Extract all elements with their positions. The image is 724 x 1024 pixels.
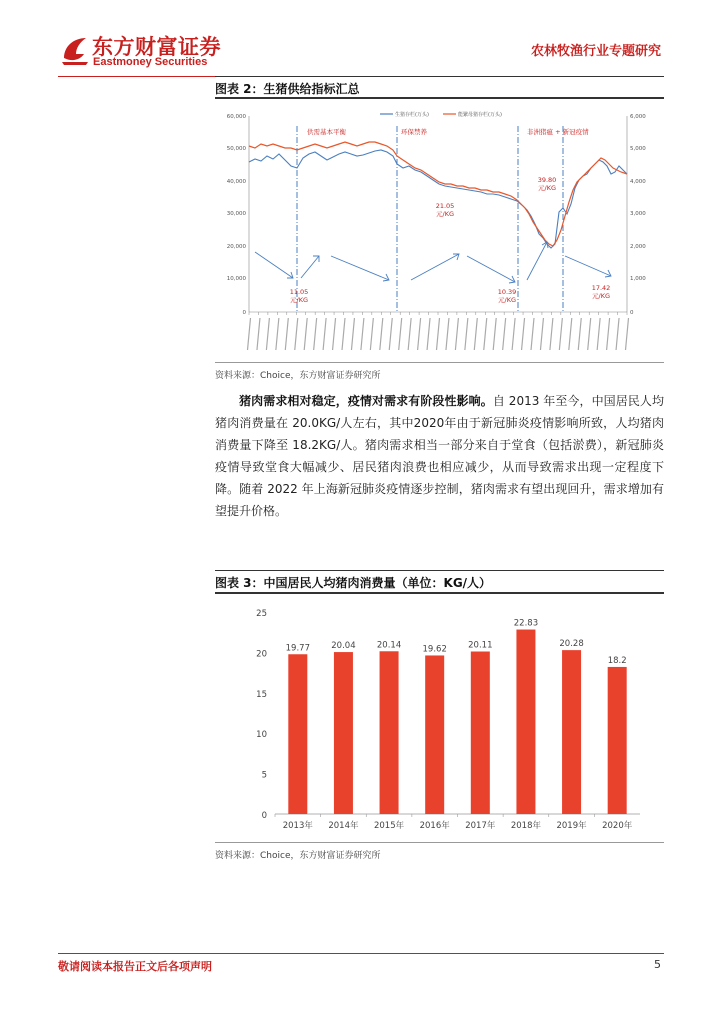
figure3-bottom-rule: [215, 842, 664, 843]
figure2-top-rule: [215, 76, 664, 77]
x-tick-label-mark: [446, 318, 449, 350]
x-tick-label-mark: [484, 318, 487, 350]
report-type: 农林牧渔行业专题研究: [530, 44, 661, 59]
x-tick-label-mark: [427, 318, 430, 350]
price-label-value: 11.05: [289, 288, 309, 296]
x-tick-label-mark: [361, 318, 364, 350]
body-paragraph: [215, 390, 664, 522]
x-tick-label-mark: [295, 318, 298, 350]
down-arrow: [565, 256, 611, 276]
price-label-unit: 元/KG: [538, 184, 556, 192]
x-tick-label-mark: [304, 318, 307, 350]
figure2-source: 资料来源：Choice，东方财富证券研究所: [215, 371, 381, 381]
price-label-value: 39.80: [537, 176, 557, 184]
right-tick: 1,000: [630, 276, 646, 282]
x-tick-label-mark: [531, 318, 534, 350]
bar: [562, 650, 581, 814]
x-tick-label-mark: [550, 318, 553, 350]
x-tick-label-mark: [351, 318, 354, 350]
bar: [288, 654, 307, 814]
x-tick-label-mark: [248, 318, 251, 350]
left-tick: 60,000: [226, 114, 246, 120]
x-tick-label-mark: [408, 318, 411, 350]
x-tick-label-mark: [597, 318, 600, 350]
x-tick-label-mark: [285, 318, 288, 350]
category-label: 2014年: [328, 821, 359, 831]
bar: [471, 652, 490, 814]
right-tick: 2,000: [630, 244, 646, 250]
x-tick-label-mark: [399, 318, 402, 350]
y-tick-label: 5: [261, 770, 267, 781]
y-tick-label: 10: [256, 730, 267, 741]
bar: [380, 651, 399, 814]
category-label: 2019年: [556, 821, 587, 831]
figure3-title: 图表 3：中国居民人均猪肉消费量（单位：KG/人）: [215, 576, 492, 590]
logo-cn-text: 东方财富证券: [92, 35, 221, 59]
x-tick-label-mark: [569, 318, 572, 350]
x-tick-label-mark: [493, 318, 496, 350]
up-arrow: [411, 254, 459, 280]
x-tick-label-mark: [389, 318, 392, 350]
left-tick: 30,000: [226, 211, 246, 217]
bar-value-label: 20.11: [468, 640, 493, 651]
x-tick-label-mark: [626, 318, 629, 350]
figure2-title: 图表 2：生猪供给指标汇总: [215, 82, 360, 96]
left-tick: 20,000: [226, 244, 246, 250]
sow-inventory-line: [249, 142, 627, 246]
left-tick: 40,000: [226, 179, 246, 185]
x-tick-label-mark: [276, 318, 279, 350]
left-tick: 50,000: [226, 146, 246, 152]
right-tick: 3,000: [630, 211, 646, 217]
figure3-top-rule: [215, 570, 664, 571]
x-tick-label-mark: [540, 318, 543, 350]
bar: [516, 630, 535, 814]
pork-consumption-chart: [215, 598, 664, 836]
legend-hog: 生猪存栏(万头): [395, 112, 429, 118]
x-tick-label-mark: [559, 318, 562, 350]
paragraph-body: 自 2013 年至今，中国居民人均猪肉消费量在 20.0KG/人左右，其中2020年由于新冠肺炎疫情影响所致，人均猪肉消费量下降至 18.2KG/人。猪肉需求相当一部分来自于堂食（包括淤费），新冠肺炎疫情导致堂食大幅减少、居民猪肉浪费也相应减少，从而导致需求出现一定程度下降。随着 2022 年上海新冠肺炎疫情逐步控制，猪肉需求有望出现回升，需求增加有望提升价格。: [215, 394, 664, 518]
x-tick-label-mark: [257, 318, 260, 350]
figure3-title-rule: [215, 592, 664, 594]
x-tick-label-mark: [323, 318, 326, 350]
x-tick-label-mark: [333, 318, 336, 350]
phase-label: 供需基本平衡: [307, 128, 346, 136]
hog-supply-chart: [215, 104, 664, 360]
legend-sow: 能繁母猪存栏(万头): [458, 112, 502, 118]
bar: [608, 667, 627, 814]
x-tick-label-mark: [522, 318, 525, 350]
right-tick: 5,000: [630, 146, 646, 152]
price-label-unit: 元/KG: [498, 296, 516, 304]
x-tick-label-mark: [588, 318, 591, 350]
up-arrow: [527, 242, 547, 280]
phase-label: 非洲猪瘟 + 新冠疫情: [527, 128, 589, 136]
left-tick: 10,000: [226, 276, 246, 282]
y-tick-label: 15: [256, 689, 267, 700]
category-label: 2020年: [602, 821, 633, 831]
down-arrow: [331, 256, 389, 280]
up-arrow: [301, 256, 319, 278]
bar-value-label: 19.62: [422, 644, 447, 655]
x-tick-label-mark: [455, 318, 458, 350]
category-label: 2017年: [465, 821, 496, 831]
footer-disclaimer: 敬请阅读本报告正文后各项声明: [58, 960, 212, 973]
x-tick-label-mark: [314, 318, 317, 350]
category-label: 2016年: [419, 821, 450, 831]
bar-value-label: 20.28: [559, 639, 584, 650]
category-label: 2013年: [282, 821, 313, 831]
price-label-value: 17.42: [591, 284, 611, 292]
footer-divider: [58, 953, 664, 954]
x-tick-label-mark: [616, 318, 619, 350]
right-tick: 0: [630, 310, 634, 316]
x-tick-label-mark: [512, 318, 515, 350]
category-label: 2018年: [510, 821, 542, 831]
bar-value-label: 22.83: [513, 618, 539, 629]
logo-en-text: Eastmoney Securities: [93, 56, 208, 68]
page-number: 5: [654, 958, 661, 971]
x-tick-label-mark: [437, 318, 440, 350]
page-header: [0, 0, 724, 80]
x-tick-label-mark: [607, 318, 610, 350]
x-tick-label-mark: [503, 318, 506, 350]
chart-legend: [380, 111, 502, 118]
category-label: 2015年: [373, 821, 405, 831]
y-tick-label: 20: [256, 649, 267, 660]
x-tick-label-mark: [380, 318, 383, 350]
x-axis-ticks: [248, 312, 629, 350]
bar: [334, 652, 353, 814]
x-tick-label-mark: [266, 318, 269, 350]
y-tick-label: 25: [256, 609, 267, 619]
eastmoney-logo-icon: [58, 32, 92, 66]
paragraph-lead: 猪肉需求相对稳定，疫情对需求有阶段性影响。: [239, 394, 493, 408]
x-tick-label-mark: [370, 318, 373, 350]
price-label-unit: 元/KG: [436, 210, 454, 218]
price-label-value: 21.05: [435, 202, 455, 210]
price-label-unit: 元/KG: [290, 296, 308, 304]
bar-value-label: 18.2: [607, 655, 627, 666]
bar-value-label: 20.14: [376, 640, 402, 651]
figure2-bottom-rule: [215, 362, 664, 363]
x-tick-label-mark: [474, 318, 477, 350]
down-arrow: [255, 252, 293, 278]
y-tick-label: 0: [261, 811, 267, 821]
x-tick-label-mark: [342, 318, 345, 350]
bar: [425, 655, 444, 814]
bar-value-label: 19.77: [285, 643, 310, 654]
x-tick-label-mark: [418, 318, 421, 350]
x-tick-label-mark: [578, 318, 581, 350]
figure3-source: 资料来源：Choice，东方财富证券研究所: [215, 851, 381, 861]
down-arrow: [467, 256, 515, 282]
bar-value-label: 20.04: [331, 641, 356, 652]
left-tick: 0: [242, 310, 246, 316]
right-tick: 6,000: [630, 114, 646, 120]
phase-label: 环保禁养: [401, 128, 427, 136]
figure2-title-rule: [215, 97, 664, 99]
right-tick: 4,000: [630, 179, 646, 185]
price-label-unit: 元/KG: [592, 292, 610, 300]
price-label-value: 10.39: [497, 288, 517, 296]
x-tick-label-mark: [465, 318, 468, 350]
